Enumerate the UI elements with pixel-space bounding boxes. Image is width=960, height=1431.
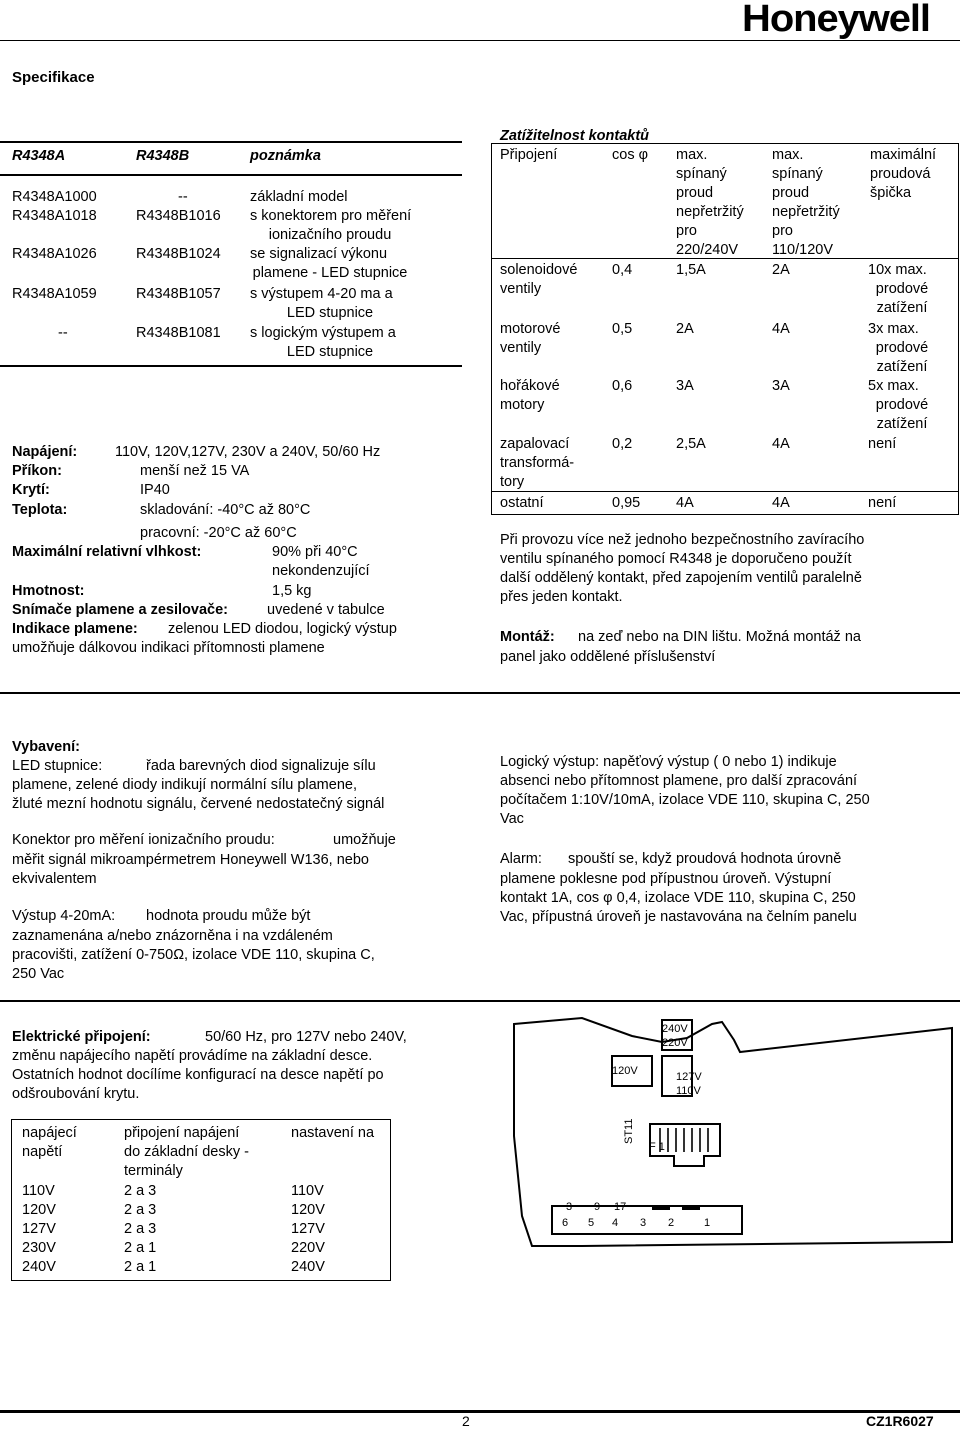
contacts-row-i220: 2A: [676, 321, 694, 337]
spec-snimace-value: uvedené v tabulce: [267, 602, 385, 618]
spec-indikace-label: Indikace plamene:: [12, 621, 138, 637]
label-127: 127V: [676, 1071, 702, 1083]
terminal-top-number: 9: [594, 1201, 601, 1213]
contacts-row-name-line: tory: [500, 474, 525, 490]
contacts-note-line: přes jeden kontakt.: [500, 589, 623, 605]
model-a-cell: R4348A1018: [12, 208, 97, 224]
label-st: ST11: [623, 1118, 635, 1144]
vystup-line: 250 Vac: [12, 966, 65, 982]
models-header-a: R4348A: [12, 148, 66, 164]
logic-line: počítačem 1:10V/10mA, izolace VDE 110, skupina C, 250: [500, 792, 870, 808]
voltage-header-line: terminály: [124, 1163, 183, 1179]
models-rule-header: [0, 174, 462, 176]
konektor-line: měřit signál mikroampérmetrem Honeywell W136, nebo: [12, 852, 369, 868]
led-label: LED stupnice:: [12, 758, 103, 774]
contacts-note-line: další oddělený kontakt, před zapojením ventilů paralelně: [500, 570, 862, 586]
model-note-line: LED stupnice: [286, 344, 374, 360]
contacts-row-cos: 0,4: [612, 262, 633, 278]
contacts-header-220-line: pro: [676, 223, 697, 239]
label-120: 120V: [612, 1065, 638, 1077]
contacts-header-110-line: pro: [772, 223, 793, 239]
contacts-header-220-line: proud: [676, 185, 714, 201]
vystup-label: Výstup 4-20mA:: [12, 908, 116, 924]
spec-hmotnost-value: 1,5 kg: [272, 583, 312, 599]
contacts-header-110-line: spínaný: [772, 166, 823, 182]
voltage-header-line: do základní desky -: [124, 1144, 249, 1160]
montaz-line2: panel jako oddělené příslušenství: [500, 649, 716, 665]
contacts-row-cos: 0,2: [612, 436, 633, 452]
terminal-block: [552, 1206, 742, 1234]
model-b-cell: --: [178, 189, 188, 205]
spec-napajeni-label: Napájení:: [12, 444, 78, 460]
contacts-header-peak-line: maximální: [870, 147, 937, 163]
spec-vlhkost-value: 90% při 40°C: [272, 544, 358, 560]
contacts-header-cos: cos φ: [612, 147, 648, 163]
contacts-row-peak-line: 10x max.: [868, 262, 927, 278]
terminal-top-number: 3: [566, 1201, 573, 1213]
contacts-rule-last: [491, 491, 959, 492]
model-b-cell: R4348B1081: [136, 325, 221, 341]
contacts-note-line: Při provozu více než jednoho bezpečnostního zavíracího: [500, 532, 865, 548]
voltage-header-line: napájecí: [22, 1125, 77, 1141]
vystup-line1: hodnota proudu může být: [146, 908, 311, 924]
label-fuse: F 1: [649, 1141, 665, 1153]
spec-vlhkost-value2: nekondenzující: [272, 563, 370, 579]
contacts-row-peak-line: není: [868, 495, 897, 511]
spec-vlhkost-label: Maximální relativní vlhkost:: [12, 544, 202, 560]
contacts-row-name-line: zapalovací: [500, 436, 570, 452]
contacts-row-i110: 4A: [772, 436, 790, 452]
models-header-note: poznámka: [250, 148, 321, 164]
contacts-note-line: ventilu spínaného pomocí R4348 je doporučeno použít: [500, 551, 852, 567]
voltage-cell: 2 a 3: [124, 1221, 157, 1237]
honeywell-logo: Honeywell: [742, 0, 930, 40]
page-title: Specifikace: [12, 69, 95, 86]
led-line: plamene, zelené diody indikují normální sílu plamene,: [12, 777, 357, 793]
contacts-row-name-line: ventily: [500, 340, 542, 356]
model-b-cell: R4348B1024: [136, 246, 221, 262]
alarm-line: plamene poklesne pod přípustnou úroveň. Výstupní: [500, 871, 832, 887]
vystup-line: zaznamenána a/nebo znázorněna i na vzdáleném: [12, 928, 333, 944]
logic-line: Logický výstup: napěťový výstup ( 0 nebo 1) indikuje: [500, 754, 837, 770]
spec-kryti-label: Krytí:: [12, 482, 50, 498]
contacts-row-name-line: ostatní: [500, 495, 544, 511]
model-note-line: plamene - LED stupnice: [252, 265, 408, 281]
spec-teplota-operating: pracovní: -20°C až 60°C: [140, 525, 297, 541]
montaz-line1: na zeď nebo na DIN lištu. Možná montáž na: [578, 629, 861, 645]
equipment-title: Vybavení:: [12, 739, 80, 755]
model-note-line: LED stupnice: [286, 305, 374, 321]
contacts-row-peak-line: zatížení: [876, 300, 928, 316]
contacts-header-peak-line: špička: [870, 185, 912, 201]
spec-prikon-value: menší než 15 VA: [140, 463, 250, 479]
model-a-cell: R4348A1026: [12, 246, 97, 262]
board-diagram: [512, 1016, 960, 1250]
model-note-line: s výstupem 4-20 ma a: [250, 286, 393, 302]
alarm-line1: spouští se, když proudová hodnota úrovně: [568, 851, 842, 867]
terminal-bottom-number: 1: [704, 1217, 711, 1229]
contacts-row-i110: 4A: [772, 495, 790, 511]
model-b-cell: R4348B1057: [136, 286, 221, 302]
electrical-label: Elektrické připojení:: [12, 1029, 151, 1045]
model-note-line: ionizačního proudu: [268, 227, 392, 243]
spec-indikace-value2: umožňuje dálkovou indikaci přítomnosti plamene: [12, 640, 325, 656]
model-a-cell: --: [58, 325, 68, 341]
led-line: žluté mezní hodnotu signálu, červené nedostatečný signál: [12, 796, 385, 812]
label-110: 110V: [676, 1085, 701, 1097]
terminal-bottom-number: 2: [668, 1217, 675, 1229]
konektor-line1: umožňuje: [333, 832, 396, 848]
label-240: 240V: [662, 1023, 688, 1035]
voltage-cell: 110V: [22, 1183, 55, 1199]
contacts-header-220-line: max.: [676, 147, 708, 163]
contacts-row-i220: 2,5A: [676, 436, 706, 452]
model-note-line: základní model: [250, 189, 348, 205]
contacts-row-peak-line: prodové: [875, 340, 929, 356]
contacts-row-name-line: motorové: [500, 321, 561, 337]
electrical-line: změnu napájecího napětí provádíme na základní desce.: [12, 1048, 373, 1064]
models-header-b: R4348B: [136, 148, 190, 164]
voltage-cell: 120V: [291, 1202, 325, 1218]
contacts-row-name-line: transformá-: [500, 455, 575, 471]
contacts-row-name-line: ventily: [500, 281, 542, 297]
contacts-header-110-line: 110/120V: [772, 242, 834, 258]
contacts-row-i220: 3A: [676, 378, 694, 394]
contacts-header-110-line: nepřetržitý: [772, 204, 840, 220]
voltage-cell: 240V: [291, 1259, 325, 1275]
led-lines: [12, 776, 384, 814]
voltage-cell: 2 a 3: [124, 1183, 157, 1199]
logic-line: Vac: [500, 811, 524, 827]
contacts-header-220-line: 220/240V: [676, 242, 739, 258]
logic-lines: [500, 753, 870, 829]
contacts-header-connection: Připojení: [500, 147, 558, 163]
spec-snimace-label: Snímače plamene a zesilovače:: [12, 602, 228, 618]
konektor-line: ekvivalentem: [12, 871, 97, 887]
spec-hmotnost-label: Hmotnost:: [12, 583, 85, 599]
terminal-bottom-number: 4: [612, 1217, 619, 1229]
voltage-cell: 220V: [291, 1240, 325, 1256]
section-rule-1: [0, 692, 960, 694]
footer-rule: [0, 1410, 960, 1413]
contacts-row-i220: 4A: [676, 495, 694, 511]
model-b-cell: R4348B1016: [136, 208, 221, 224]
voltage-cell: 240V: [22, 1259, 56, 1275]
led-line1: řada barevných diod signalizuje sílu: [146, 758, 376, 774]
spec-indikace-value: zelenou LED diodou, logický výstup: [168, 621, 397, 637]
contacts-row-peak-line: 5x max.: [868, 378, 919, 394]
contacts-row-name-line: solenoidové: [500, 262, 578, 278]
contacts-row-cos: 0,95: [612, 495, 641, 511]
konektor-label: Konektor pro měření ionizačního proudu:: [12, 832, 275, 848]
contacts-header-220-line: spínaný: [676, 166, 727, 182]
contacts-row-peak-line: zatížení: [876, 359, 928, 375]
contacts-row-name-line: hořákové: [500, 378, 560, 394]
model-a-cell: R4348A1000: [12, 189, 97, 205]
model-note-line: se signalizací výkonu: [250, 246, 388, 262]
header-rule: [0, 40, 960, 41]
logic-line: absenci nebo přítomnost plamene, pro další zpracování: [500, 773, 858, 789]
models-rule-bottom: [0, 365, 462, 367]
electrical-line: odšroubování krytu.: [12, 1086, 140, 1102]
konektor-lines: [12, 851, 369, 889]
models-rule-top: [0, 141, 462, 143]
contacts-row-peak-line: zatížení: [876, 416, 928, 432]
voltage-header-line: napětí: [22, 1144, 63, 1160]
model-note-line: s konektorem pro měření: [250, 208, 412, 224]
terminal-bottom-number: 6: [562, 1217, 569, 1229]
contacts-row-i220: 1,5A: [676, 262, 706, 278]
alarm-line: Vac, přípustná úroveň je nastavována na čelním panelu: [500, 909, 857, 925]
spec-teplota-storage: skladování: -40°C až 80°C: [140, 502, 311, 518]
spec-kryti-value: IP40: [140, 482, 170, 498]
model-note-line: s logickým výstupem a: [250, 325, 396, 341]
label-220: 220V: [662, 1037, 688, 1049]
contacts-title: Zatížitelnost kontaktů: [500, 128, 650, 144]
voltage-header-line: nastavení na: [291, 1125, 375, 1141]
contacts-row-i110: 3A: [772, 378, 790, 394]
doc-number: CZ1R6027: [866, 1413, 934, 1429]
page-number: 2: [462, 1413, 470, 1429]
terminal-bottom-number: 5: [588, 1217, 595, 1229]
voltage-cell: 2 a 3: [124, 1202, 157, 1218]
contacts-header-110-line: proud: [772, 185, 810, 201]
voltage-cell: 230V: [22, 1240, 56, 1256]
terminal-top-number: 17: [614, 1201, 627, 1213]
contacts-header-peak-line: proudová: [870, 166, 931, 182]
contacts-row-peak-line: 3x max.: [868, 321, 919, 337]
voltage-cell: 127V: [291, 1221, 325, 1237]
montaz-label: Montáž:: [500, 629, 555, 645]
contacts-row-i110: 2A: [772, 262, 790, 278]
vystup-lines: [12, 927, 375, 984]
contacts-row-name-line: motory: [500, 397, 545, 413]
terminal-bottom-number: 3: [640, 1217, 647, 1229]
contacts-row-peak-line: prodové: [875, 281, 929, 297]
spec-napajeni-value: 110V, 120V,127V, 230V a 240V, 50/60 Hz: [115, 444, 381, 460]
contacts-row-cos: 0,6: [612, 378, 633, 394]
board-outline: [514, 1018, 952, 1246]
section-rule-2: [0, 1000, 960, 1002]
voltage-cell: 110V: [291, 1183, 324, 1199]
contacts-row-i110: 4A: [772, 321, 790, 337]
electrical-lines: [12, 1047, 384, 1104]
voltage-header-line: připojení napájení: [124, 1125, 240, 1141]
voltage-cell: 2 a 1: [124, 1240, 157, 1256]
electrical-line: Ostatních hodnot docílíme konfigurací na desce napětí po: [12, 1067, 384, 1083]
vystup-line: pracovišti, zatížení 0-750Ω, izolace VDE 110, skupina C,: [12, 947, 375, 963]
electrical-line1: 50/60 Hz, pro 127V nebo 240V,: [205, 1029, 407, 1045]
contacts-row-peak-line: není: [868, 436, 897, 452]
spec-teplota-label: Teplota:: [12, 502, 68, 518]
contacts-header-220-line: nepřetržitý: [676, 204, 744, 220]
contacts-header-110-line: max.: [772, 147, 804, 163]
spec-prikon-label: Příkon:: [12, 463, 62, 479]
alarm-line: kontakt 1A, cos φ 0,4, izolace VDE 110, skupina C, 250: [500, 890, 856, 906]
alarm-label: Alarm:: [500, 851, 542, 867]
alarm-lines: [500, 870, 857, 927]
contacts-row-peak-line: prodové: [875, 397, 929, 413]
voltage-cell: 2 a 1: [124, 1259, 157, 1275]
contacts-note: [500, 531, 864, 607]
model-a-cell: R4348A1059: [12, 286, 97, 302]
voltage-cell: 127V: [22, 1221, 56, 1237]
contacts-row-cos: 0,5: [612, 321, 633, 337]
voltage-cell: 120V: [22, 1202, 56, 1218]
